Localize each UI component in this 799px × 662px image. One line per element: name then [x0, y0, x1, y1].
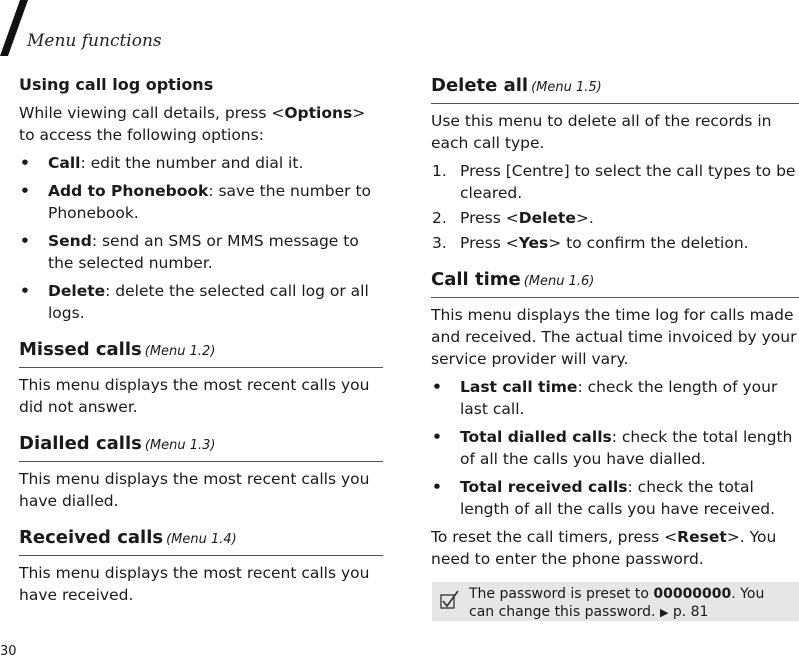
- list-item: • Total received calls: check the total length of all the calls you have received.: [432, 478, 776, 518]
- delete-all-heading: Delete all (Menu 1.5): [431, 74, 799, 104]
- bullet-dot: •: [432, 378, 442, 396]
- dialled-calls-heading: Dialled calls (Menu 1.3): [19, 432, 383, 462]
- bullet-dot: •: [20, 154, 30, 172]
- missed-calls-heading: Missed calls (Menu 1.2): [19, 338, 383, 368]
- list-item: • Send: send an SMS or MMS message to the selected number.: [20, 232, 359, 272]
- delete-all-steps: [431, 160, 799, 254]
- page-number: 30: [0, 644, 17, 659]
- bullet-dot: •: [20, 282, 30, 300]
- list-item: • Delete: delete the selected call log or all logs.: [20, 282, 369, 322]
- options-heading: Using call log options: [19, 75, 214, 94]
- list-item: 2. Press <Delete>.: [432, 209, 594, 227]
- list-item: • Add to Phonebook: save the number to Phonebook.: [20, 182, 372, 222]
- reset-text: To reset the call timers, press <Reset>. You need to enter the phone password.: [431, 528, 777, 568]
- received-calls-text: This menu displays the most recent calls you have received.: [19, 564, 370, 604]
- dialled-calls-text: This menu displays the most recent calls you have dialled.: [19, 470, 370, 510]
- password-note: The password is preset to 00000000. You can change this password. ▶ p. 81: [432, 582, 799, 621]
- call-time-text: This menu displays the time log for calls made and received. The actual time invoiced by your service provider will vary.: [431, 306, 797, 368]
- received-calls-heading: Received calls (Menu 1.4): [19, 526, 383, 556]
- delete-all-text: Use this menu to delete all of the records in each call type.: [431, 112, 772, 152]
- call-time-list: [431, 376, 799, 520]
- header-slash-bar-icon: [0, 0, 30, 56]
- options-list: [19, 152, 383, 324]
- bullet-dot: •: [432, 428, 442, 446]
- arrow-right-icon: ▶: [659, 606, 669, 619]
- left-column: [19, 74, 383, 612]
- list-item: • Total dialled calls: check the total length of all the calls you have dialled.: [432, 428, 793, 468]
- bullet-dot: •: [20, 232, 30, 250]
- running-header: Menu functions: [27, 31, 162, 51]
- list-item: 3. Press <Yes> to confirm the deletion.: [432, 234, 749, 252]
- options-intro: While viewing call details, press <Options> to access the following options:: [19, 104, 366, 144]
- bullet-dot: •: [432, 478, 442, 496]
- checkmark-box-icon: [440, 590, 460, 610]
- missed-calls-text: This menu displays the most recent calls you did not answer.: [19, 376, 370, 416]
- list-item: • Call: edit the number and dial it.: [20, 154, 304, 172]
- call-time-heading: Call time (Menu 1.6): [431, 268, 799, 298]
- bullet-dot: •: [20, 182, 30, 200]
- list-item: 1. Press [Centre] to select the call types to be cleared.: [432, 162, 796, 202]
- right-column: [431, 74, 799, 621]
- list-item: • Last call time: check the length of your last call.: [432, 378, 778, 418]
